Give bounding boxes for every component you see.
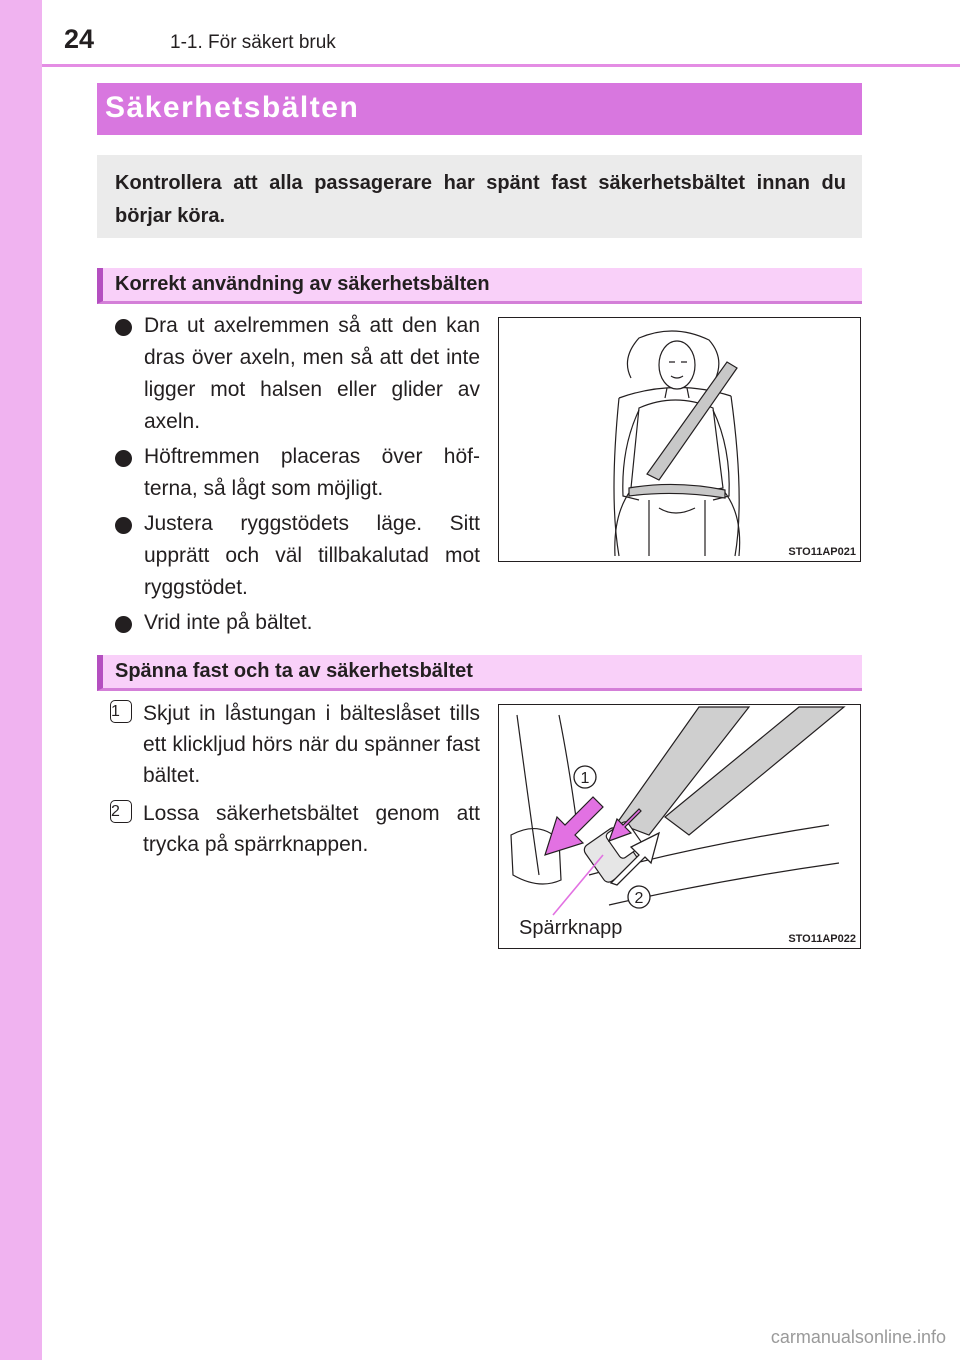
- running-title: 1-1. För säkert bruk: [170, 32, 336, 53]
- side-color-strip: [0, 0, 42, 1360]
- page-number: 24: [64, 24, 95, 54]
- callout-number: 1: [580, 770, 590, 787]
- list-item: Vrid inte på bältet.: [115, 607, 480, 639]
- section-heading-correct-use: Korrekt användning av säkerhetsbälten: [97, 268, 862, 304]
- bullet-list: [115, 310, 480, 642]
- figure-seated-person: [498, 317, 861, 562]
- watermark: carmanualsonline.info: [770, 1327, 946, 1347]
- step-number: 2: [110, 800, 132, 823]
- figure-code: STO11AP022: [788, 933, 856, 945]
- step-number: 1: [110, 700, 132, 723]
- intro-text: Kontrollera att alla passagerare har spänt fast säkerhetsbältet innan du börjar köra.: [115, 172, 846, 227]
- buckle-illustration: [499, 705, 859, 947]
- list-item: Höftremmen placeras över höf-terna, så lågt som möjligt.: [115, 441, 480, 505]
- list-item: Dra ut axelremmen så att den kan dras över axeln, men så att det inte ligger mot halsen eller glider av axeln.: [115, 310, 480, 438]
- step-list: [110, 698, 480, 867]
- list-item: [110, 698, 480, 791]
- seated-person-illustration: [499, 318, 859, 560]
- header-rule: [42, 64, 960, 67]
- step-text: Lossa säkerhetsbältet genom att trycka på spärrknappen.: [143, 802, 480, 856]
- list-item: [110, 798, 480, 860]
- list-item: Justera ryggstödets läge. Sitt upprätt och väl tillbakalutad mot ryggstödet.: [115, 508, 480, 604]
- step-text: Skjut in låstungan i bälteslåset tills ett klickljud hörs när du spänner fast bältet.: [143, 702, 480, 787]
- release-button-label: Spärrknapp: [519, 917, 623, 939]
- callout-number: 2: [634, 890, 644, 907]
- page-title: Säkerhetsbälten: [97, 83, 862, 135]
- figure-buckle: [498, 704, 861, 949]
- section-heading-fasten-release: Spänna fast och ta av säkerhetsbältet: [97, 655, 862, 691]
- figure-code: STO11AP021: [788, 546, 856, 558]
- intro-box: [97, 155, 862, 238]
